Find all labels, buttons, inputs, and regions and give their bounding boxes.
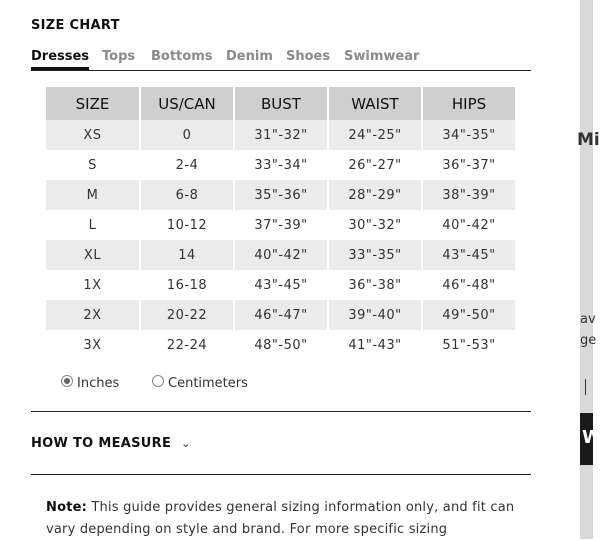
table-cell: 33"-35" [328, 240, 422, 270]
table-cell: 48"-50" [234, 330, 328, 360]
column-header-hips: HIPS [422, 87, 515, 120]
table-cell: M [46, 180, 140, 210]
active-tab-indicator [31, 67, 89, 70]
table-cell: 31"-32" [234, 120, 328, 150]
table-cell: 24"-25" [328, 120, 422, 150]
table-cell: 36"-38" [328, 270, 422, 300]
column-header-bust: BUST [234, 87, 328, 120]
table-cell: 35"-36" [234, 180, 328, 210]
table-cell: 34"-35" [422, 120, 515, 150]
size-chart-title: SIZE CHART [31, 18, 120, 33]
table-cell: 2-4 [140, 150, 234, 180]
background-text-fragment: ge [580, 333, 597, 348]
table-cell: 14 [140, 240, 234, 270]
tab-shoes[interactable]: Shoes [286, 49, 331, 64]
table-row [46, 120, 515, 150]
table-header-row [46, 87, 515, 120]
size-table [46, 87, 515, 360]
table-cell: 28"-29" [328, 180, 422, 210]
table-row [46, 300, 515, 330]
note-label: Note: [46, 500, 88, 515]
background-button-label: W [582, 427, 602, 448]
tab-tops[interactable]: Tops [102, 49, 136, 64]
table-row [46, 180, 515, 210]
table-row [46, 150, 515, 180]
table-cell: 41"-43" [328, 330, 422, 360]
background-button[interactable] [580, 413, 602, 465]
table-cell: L [46, 210, 140, 240]
how-to-measure-toggle[interactable] [31, 436, 191, 451]
table-row [46, 240, 515, 270]
table-cell: 36"-37" [442, 157, 496, 173]
column-header-us-can: US/CAN [140, 87, 234, 120]
table-cell: 22-24 [140, 330, 234, 360]
table-cell: 2X [46, 300, 140, 330]
centimeters-option[interactable] [152, 376, 248, 391]
background-page [577, 0, 602, 539]
background-divider [585, 379, 586, 395]
centimeters-label: Centimeters [168, 376, 248, 391]
table-cell: 33"-34" [234, 150, 328, 180]
chevron-down-icon: ⌄ [181, 437, 191, 450]
table-cell: XS [46, 120, 140, 150]
background-heading-fragment: Mi [577, 130, 600, 150]
table-cell: 6-8 [140, 180, 234, 210]
column-header-size: SIZE [46, 87, 140, 120]
inches-label: Inches [77, 376, 120, 391]
inches-radio[interactable] [61, 375, 73, 387]
table-cell: 39"-40" [328, 300, 422, 330]
table-row [46, 210, 515, 240]
category-tabs [31, 48, 531, 71]
table-cell: 3X [46, 330, 140, 360]
table-cell: 46"-47" [234, 300, 328, 330]
table-cell: 16-18 [140, 270, 234, 300]
table-cell: 40"-42" [442, 217, 496, 233]
inches-option[interactable] [61, 376, 119, 391]
table-cell: 38"-39" [422, 180, 515, 210]
table-cell: 43"-45" [234, 270, 328, 300]
table-cell: S [46, 150, 140, 180]
tab-dresses[interactable]: Dresses [31, 49, 90, 64]
note-text: This guide provides general sizing information only, and fit can vary depending on style and brand. For more specific sizing [46, 500, 515, 537]
tab-denim[interactable]: Denim [226, 49, 273, 64]
table-cell: 20-22 [140, 300, 234, 330]
table-cell: 37"-39" [234, 210, 328, 240]
table-cell: 51"-53" [442, 337, 496, 353]
divider [31, 474, 531, 475]
table-row [46, 270, 515, 300]
table-cell: 10-12 [140, 210, 234, 240]
table-cell: 30"-32" [328, 210, 422, 240]
sizing-note [46, 497, 526, 541]
table-cell: 40"-42" [234, 240, 328, 270]
table-cell: 49"-50" [422, 300, 515, 330]
table-cell: 46"-48" [442, 277, 496, 293]
background-text-fragment: av [580, 312, 596, 327]
table-cell: 43"-45" [422, 240, 515, 270]
table-cell: 1X [46, 270, 140, 300]
how-to-measure-label: HOW TO MEASURE [31, 436, 172, 451]
column-header-waist: WAIST [328, 87, 422, 120]
table-cell: 0 [140, 120, 234, 150]
divider [31, 411, 531, 412]
table-cell: XL [46, 240, 140, 270]
tab-bottoms[interactable]: Bottoms [151, 49, 213, 64]
tab-swimwear[interactable]: Swimwear [344, 49, 420, 64]
table-cell: 26"-27" [328, 150, 422, 180]
table-row [46, 330, 515, 360]
centimeters-radio[interactable] [152, 375, 164, 387]
